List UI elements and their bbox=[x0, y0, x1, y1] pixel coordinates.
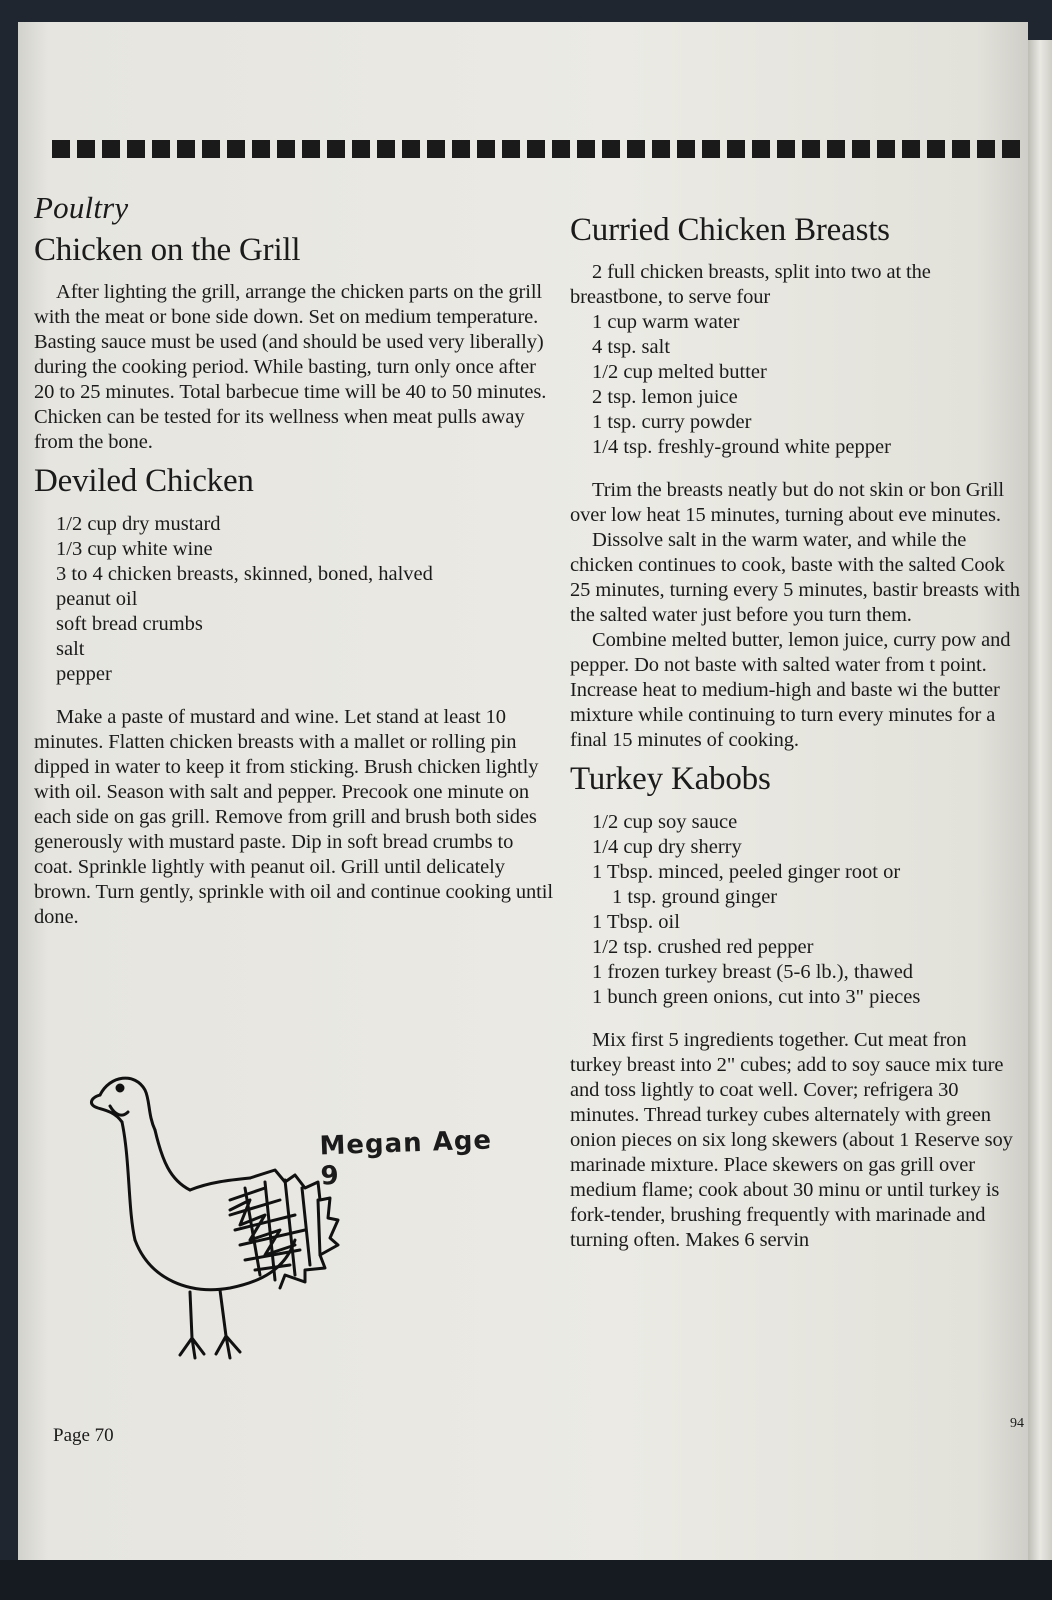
ingredient-item: 1 Tbsp. minced, peeled ginger root or bbox=[592, 860, 901, 883]
border-square bbox=[127, 140, 145, 158]
ingredient-item: 1/2 tsp. crushed red pepper bbox=[592, 935, 814, 958]
turkey-drawing-icon bbox=[80, 1070, 520, 1370]
ingredient-item: peanut oil bbox=[56, 587, 138, 610]
ingredient-item: 1 tsp. ground ginger bbox=[612, 885, 778, 908]
border-square bbox=[352, 140, 370, 158]
ingredient-item: 1 bunch green onions, cut into 3" pieces bbox=[592, 985, 921, 1008]
recipe-title-deviled-chicken: Deviled Chicken bbox=[34, 463, 254, 500]
border-square bbox=[927, 140, 945, 158]
facing-page-edge bbox=[1028, 40, 1052, 1560]
border-square bbox=[77, 140, 95, 158]
border-square bbox=[552, 140, 570, 158]
border-square bbox=[952, 140, 970, 158]
border-square bbox=[102, 140, 120, 158]
recipe-step-1-curried-chicken: Trim the breasts neatly but do not skin or bon Grill over low heat 15 minutes, turning about eve minutes. bbox=[570, 479, 1004, 527]
ingredient-item: 2 tsp. lemon juice bbox=[592, 386, 738, 409]
recipe-title-turkey-kabobs: Turkey Kabobs bbox=[570, 761, 771, 798]
ingredient-item: 4 tsp. salt bbox=[592, 336, 671, 359]
ingredient-item: 1/2 cup melted butter bbox=[592, 361, 767, 384]
border-square bbox=[652, 140, 670, 158]
border-square bbox=[302, 140, 320, 158]
section-heading: Poultry bbox=[34, 190, 129, 225]
ingredient-item: 3 to 4 chicken breasts, skinned, boned, halved bbox=[56, 562, 433, 585]
ingredient-item: soft bread crumbs bbox=[56, 612, 203, 635]
page-number-left: Page 70 bbox=[53, 1425, 114, 1446]
border-square bbox=[377, 140, 395, 158]
ingredient-item: 1/2 cup soy sauce bbox=[592, 810, 738, 833]
ingredient-item: 1 cup warm water bbox=[592, 311, 740, 334]
border-square bbox=[202, 140, 220, 158]
border-square bbox=[52, 140, 70, 158]
border-square bbox=[252, 140, 270, 158]
recipe-step-3-curried-chicken: Combine melted butter, lemon juice, curry pow and pepper. Do not baste with salted water from t point. Increase heat to medium-high and baste wi the butter mixture while continuing to turn every minutes for a final 15 minutes of cooking. bbox=[570, 629, 1011, 752]
border-square bbox=[502, 140, 520, 158]
border-square bbox=[827, 140, 845, 158]
border-square bbox=[752, 140, 770, 158]
ingredient-item: 1/2 cup dry mustard bbox=[56, 512, 221, 535]
child-turkey-drawing bbox=[80, 1070, 520, 1370]
border-square bbox=[852, 140, 870, 158]
border-square bbox=[477, 140, 495, 158]
ingredient-item: 1 frozen turkey breast (5-6 lb.), thawed bbox=[592, 960, 914, 983]
border-square bbox=[727, 140, 745, 158]
recipe-step-2-curried-chicken: Dissolve salt in the warm water, and while the chicken continues to cook, baste with the salted Cook 25 minutes, turning every 5 minutes, bastir breasts with the salted water just before you turn them. bbox=[570, 529, 1020, 627]
decorative-square-border bbox=[52, 136, 1028, 162]
ingredient-item: 1 tsp. curry powder bbox=[592, 411, 752, 434]
ingredient-list-curried-chicken bbox=[570, 310, 1020, 460]
ingredient-item: salt bbox=[56, 637, 85, 660]
border-square bbox=[702, 140, 720, 158]
border-square bbox=[977, 140, 995, 158]
border-square bbox=[777, 140, 795, 158]
border-square bbox=[277, 140, 295, 158]
ingredient-item: 1 Tbsp. oil bbox=[592, 910, 680, 933]
recipe-body-chicken-grill: After lighting the grill, arrange the chicken parts on the grill with the meat or bone side down. Set on medium temperature. Basting sauce must be used (and should be used very liberally) during the cooking period. While basting, turn only once after 20 to 25 minutes. Total barbecue time will be 40 to 50 minutes. Chicken can be tested for its wellness when meat pulls away from the bone. bbox=[34, 281, 547, 454]
border-square bbox=[1002, 140, 1020, 158]
ingredient-item: 1/3 cup white wine bbox=[56, 537, 213, 560]
border-square bbox=[327, 140, 345, 158]
border-square bbox=[577, 140, 595, 158]
ingredient-item: pepper bbox=[56, 662, 112, 685]
border-square bbox=[152, 140, 170, 158]
border-square bbox=[602, 140, 620, 158]
recipe-body-deviled-chicken: Make a paste of mustard and wine. Let stand at least 10 minutes. Flatten chicken breasts with a mallet or rolling pin dipped in water to keep it from sticking. Brush chicken lightly with oil. Season with salt and pepper. Precook one minute on each side on gas grill. Remove from grill and brush both sides generously with mustard paste. Dip in soft bread crumbs to coat. Sprinkle lightly with peanut oil. Grill until delicately brown. Turn gently, sprinkle with oil and continue cooking until done. bbox=[34, 705, 553, 928]
border-square bbox=[527, 140, 545, 158]
right-column bbox=[570, 190, 1020, 1253]
border-square bbox=[802, 140, 820, 158]
border-square bbox=[627, 140, 645, 158]
recipe-title-curried-chicken: Curried Chicken Breasts bbox=[570, 212, 890, 248]
drawing-caption: Megan Age 9 bbox=[319, 1125, 493, 1192]
background-shadow bbox=[0, 1560, 1052, 1600]
ingredient-item: 1/4 tsp. freshly-ground white pepper bbox=[592, 436, 891, 459]
recipe-intro-curried-chicken: 2 full chicken breasts, split into two at the breastbone, to serve four bbox=[570, 261, 931, 309]
border-square bbox=[902, 140, 920, 158]
border-square bbox=[177, 140, 195, 158]
border-square bbox=[452, 140, 470, 158]
recipe-body-turkey-kabobs: Mix first 5 ingredients together. Cut meat fron turkey breast into 2" cubes; add to soy sauce mix ture and toss lightly to coat well. Cover; refrigera 30 minutes. Thread turkey cubes alternately with green onion pieces on six long skewers (about 1 Reserve soy marinade mixture. Place skewers on gas grill over medium flame; cook about 30 minu or until turkey is fork-tender, brushing frequently with marinade and turning often. Makes 6 servin bbox=[570, 1028, 1013, 1251]
recipe-title-chicken-grill: Chicken on the Grill bbox=[34, 232, 301, 268]
border-square bbox=[402, 140, 420, 158]
border-square bbox=[227, 140, 245, 158]
left-column bbox=[34, 190, 554, 930]
ingredient-item: 1/4 cup dry sherry bbox=[592, 835, 742, 858]
ingredient-list-deviled-chicken bbox=[34, 512, 554, 687]
ingredient-list-turkey-kabobs bbox=[570, 810, 1020, 1010]
border-square bbox=[877, 140, 895, 158]
border-square bbox=[677, 140, 695, 158]
border-square bbox=[427, 140, 445, 158]
page-number-right: 94 bbox=[1010, 1416, 1024, 1431]
